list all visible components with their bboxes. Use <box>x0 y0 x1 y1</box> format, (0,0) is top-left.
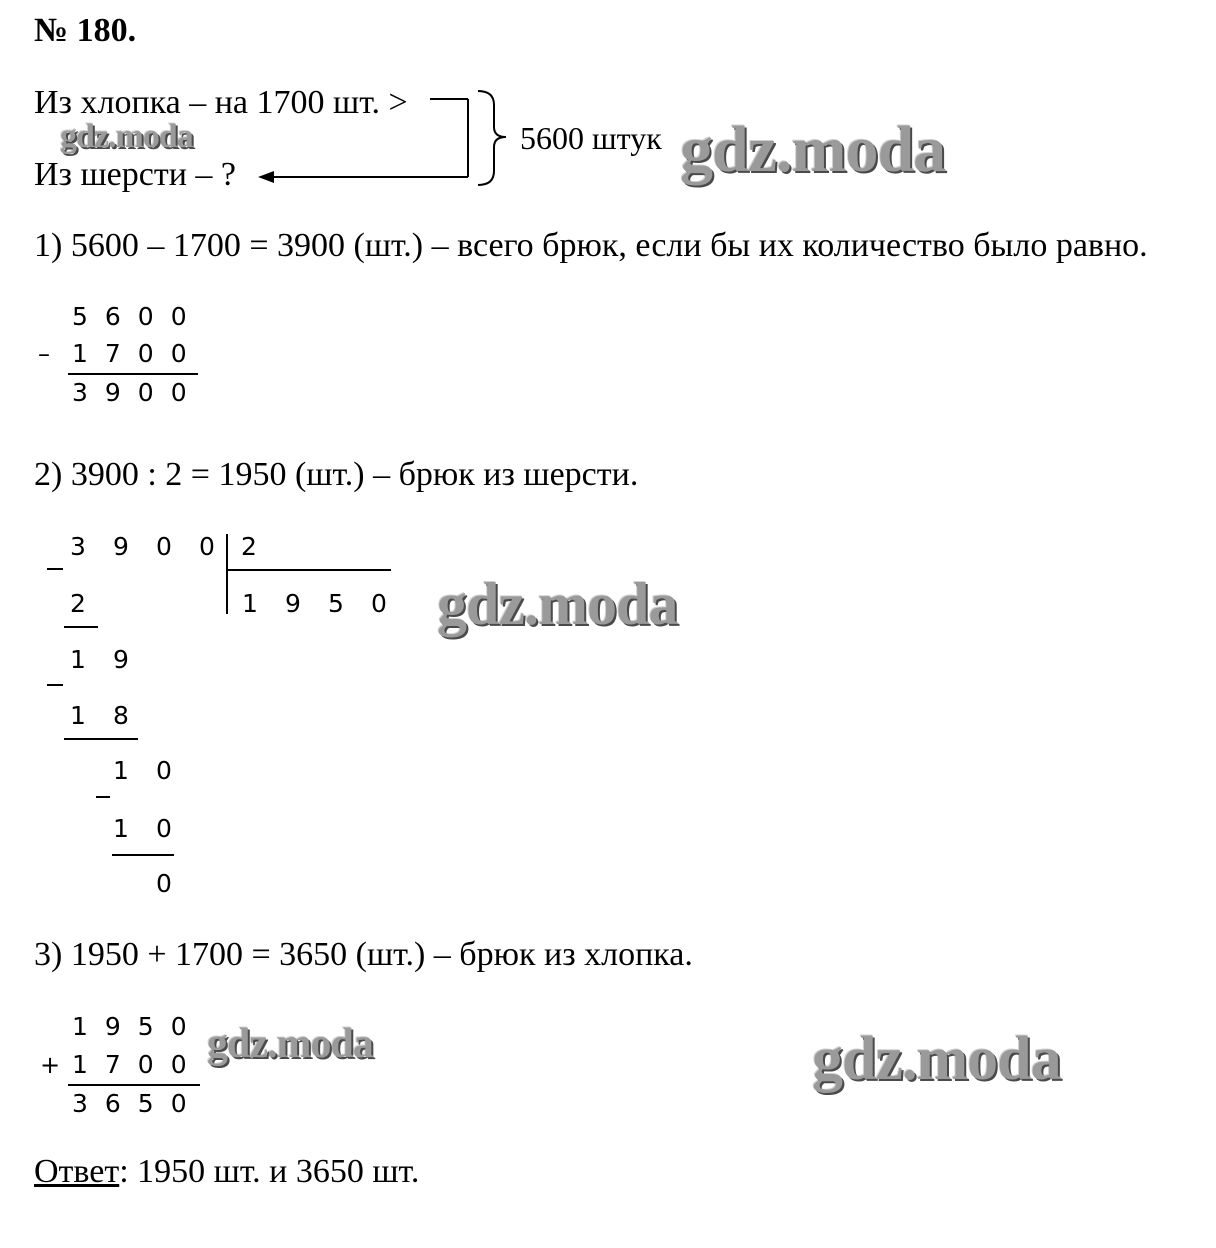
division-bar-vertical <box>226 534 228 614</box>
schema-total: 5600 штук <box>520 120 662 156</box>
watermark: gdz.moda <box>60 118 193 155</box>
division-bar-horizontal <box>226 569 391 571</box>
watermark: gdz.moda <box>812 1025 1061 1093</box>
sub-top-number: 5600 <box>72 302 204 331</box>
quotient-digit: 0 <box>371 589 387 618</box>
division-step-digit: 8 <box>113 701 129 730</box>
quotient-digit: 9 <box>285 589 301 618</box>
plus-sign: + <box>40 1051 61 1079</box>
dividend-digit: 9 <box>113 532 129 561</box>
division-step-line <box>64 738 138 740</box>
sub-result-number: 3900 <box>72 378 204 407</box>
division-step-digit: 1 <box>70 701 86 730</box>
division-step-digit: 1 <box>70 645 86 674</box>
schema-line-cotton: Из хлопка – на 1700 шт. > <box>34 84 408 121</box>
sub-result-line <box>68 373 198 375</box>
answer-text: : 1950 шт. и 3650 шт. <box>119 1153 420 1190</box>
division-minus <box>96 796 110 798</box>
sub-bottom-number: 1700 <box>72 339 204 368</box>
quotient-digit: 1 <box>242 589 258 618</box>
schema-diagram-arrows <box>250 85 520 195</box>
division-step-line <box>64 626 98 628</box>
dividend-digit: 0 <box>156 532 172 561</box>
answer-label: Ответ <box>34 1153 120 1190</box>
watermark: gdz.moda <box>680 113 946 186</box>
watermark: gdz.moda <box>207 1021 373 1067</box>
dividend-digit: 3 <box>70 532 86 561</box>
division-step-digit: 1 <box>113 814 129 843</box>
division-step-digit: 1 <box>113 756 129 785</box>
division-step-line <box>112 854 174 856</box>
add-bottom-number: 1700 <box>72 1050 204 1079</box>
minus-sign: – <box>38 340 50 368</box>
division-minus <box>47 568 63 570</box>
division-remainder: 0 <box>156 869 172 898</box>
dividend-digit: 0 <box>199 532 215 561</box>
division-step-digit: 2 <box>70 589 86 618</box>
quotient-digit: 5 <box>328 589 344 618</box>
add-result-number: 3650 <box>72 1089 204 1118</box>
division-step-digit: 0 <box>156 756 172 785</box>
divisor: 2 <box>241 532 257 561</box>
schema-line-wool: Из шерсти – ? <box>34 156 236 193</box>
add-top-number: 1950 <box>72 1012 204 1041</box>
division-step-digit: 0 <box>156 814 172 843</box>
problem-number: № 180. <box>34 12 137 49</box>
step-2: 2) 3900 : 2 = 1950 (шт.) – брюк из шерсти. <box>34 456 639 493</box>
division-minus <box>47 684 63 686</box>
step-3: 3) 1950 + 1700 = 3650 (шт.) – брюк из хлопка. <box>34 936 693 973</box>
step-1: 1) 5600 – 1700 = 3900 (шт.) – всего брюк, если бы их количество было равно. <box>34 227 1148 264</box>
watermark: gdz.moda <box>437 571 678 637</box>
add-result-line <box>68 1084 200 1086</box>
division-step-digit: 9 <box>113 645 129 674</box>
answer <box>34 1152 419 1192</box>
